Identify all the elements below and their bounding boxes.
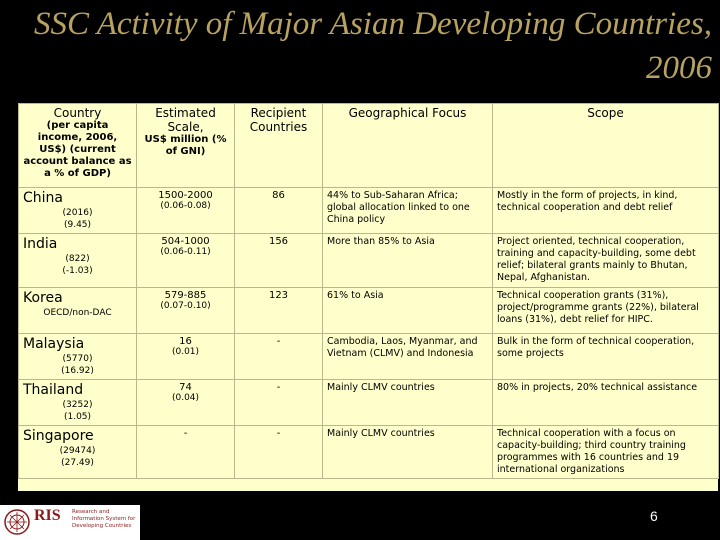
country-income: (29474): [59, 446, 96, 456]
logo-tagline: Research and Information System for Developing Countries: [72, 509, 136, 529]
cell-scope: Mostly in the form of projects, in kind, technical cooperation and debt relief: [493, 188, 719, 234]
table-row: [19, 426, 719, 479]
country-balance: (1.05): [63, 412, 92, 422]
country-name: China: [23, 190, 63, 206]
cell-focus: 61% to Asia: [323, 288, 493, 334]
cell-recipients: 156: [235, 234, 323, 288]
estimated-range: 504-1000: [161, 236, 210, 247]
page-number: 6: [650, 508, 658, 524]
country-income: OECD/non-DAC: [43, 308, 112, 318]
table-row: [19, 234, 719, 288]
cell-recipients: 86: [235, 188, 323, 234]
ris-seal-icon: [4, 509, 30, 535]
estimated-pct: (0.06-0.11): [160, 247, 211, 257]
cell-focus: 44% to Sub-Saharan Africa; global allocation linked to one China policy: [323, 188, 493, 234]
table-row: [19, 380, 719, 426]
cell-focus: Mainly CLMV countries: [323, 426, 493, 479]
cell-country: [19, 188, 137, 234]
cell-recipients: -: [235, 426, 323, 479]
cell-country: [19, 334, 137, 380]
header-country-label: Country: [53, 106, 102, 120]
logo-name: RIS: [34, 507, 61, 524]
header-focus: Geographical Focus: [323, 104, 493, 188]
estimated-range: 579-885: [164, 290, 207, 301]
cell-estimated: [137, 426, 235, 479]
table-row: [19, 188, 719, 234]
cell-recipients: -: [235, 380, 323, 426]
country-balance: (-1.03): [62, 266, 93, 276]
cell-country: [19, 426, 137, 479]
country-balance: (27.49): [61, 458, 94, 468]
estimated-pct: (0.06-0.08): [160, 201, 211, 211]
cell-focus: Mainly CLMV countries: [323, 380, 493, 426]
cell-country: [19, 288, 137, 334]
country-name: Malaysia: [23, 336, 85, 352]
ris-logo: [0, 505, 140, 540]
table-row: [19, 288, 719, 334]
cell-scope: Technical cooperation grants (31%), project/programme grants (22%), bilateral loans (31%), debt relief for HIPC.: [493, 288, 719, 334]
country-name: Thailand: [23, 382, 84, 398]
cell-scope: Project oriented, technical cooperation, training and capacity-building, some debt relief; bilateral grants mainly to Bhutan, Nepal, Afghanistan.: [493, 234, 719, 288]
cell-country: [19, 234, 137, 288]
estimated-pct: (0.04): [171, 393, 200, 403]
country-income: (5770): [62, 354, 93, 364]
header-scope: Scope: [493, 104, 719, 188]
header-country-sub: (per capita income, 2006, US$) (current account balance as a % of GDP): [23, 120, 132, 179]
estimated-pct: (0.07-0.10): [160, 301, 211, 311]
cell-scope: 80% in projects, 20% technical assistance: [493, 380, 719, 426]
cell-estimated: [137, 334, 235, 380]
table-header-row: [19, 104, 719, 188]
cell-focus: More than 85% to Asia: [323, 234, 493, 288]
cell-estimated: [137, 234, 235, 288]
estimated-range: -: [183, 428, 188, 439]
country-name: Singapore: [23, 428, 94, 444]
header-recipients: Recipient Countries: [235, 104, 323, 188]
cell-scope: Bulk in the form of technical cooperation, some projects: [493, 334, 719, 380]
header-country: [19, 104, 137, 188]
header-estimated: [137, 104, 235, 188]
cell-focus: Cambodia, Laos, Myanmar, and Vietnam (CLMV) and Indonesia: [323, 334, 493, 380]
header-estimated-label: Estimated Scale,: [155, 106, 216, 134]
country-income: (3252): [62, 400, 93, 410]
header-estimated-sub: US$ million (% of GNI): [144, 134, 227, 157]
estimated-range: 1500-2000: [158, 190, 213, 201]
cell-scope: Technical cooperation with a focus on capacity-building; third country training programmes with 16 countries and 19 international organizations: [493, 426, 719, 479]
cell-country: [19, 380, 137, 426]
country-income: (822): [65, 254, 90, 264]
cell-estimated: [137, 188, 235, 234]
cell-recipients: 123: [235, 288, 323, 334]
estimated-range: 16: [179, 336, 192, 347]
table-row: [19, 334, 719, 380]
estimated-range: 74: [179, 382, 192, 393]
country-balance: (9.45): [63, 220, 92, 230]
ssc-activity-table: [18, 103, 719, 479]
country-income: (2016): [62, 208, 93, 218]
cell-recipients: -: [235, 334, 323, 380]
country-name: Korea: [23, 290, 63, 306]
country-name: India: [23, 236, 58, 252]
slide-title: SSC Activity of Major Asian Developing Countries, 2006: [34, 6, 712, 86]
data-table-container: [18, 103, 718, 491]
cell-estimated: [137, 288, 235, 334]
cell-estimated: [137, 380, 235, 426]
estimated-pct: (0.01): [171, 347, 200, 357]
country-balance: (16.92): [61, 366, 94, 376]
